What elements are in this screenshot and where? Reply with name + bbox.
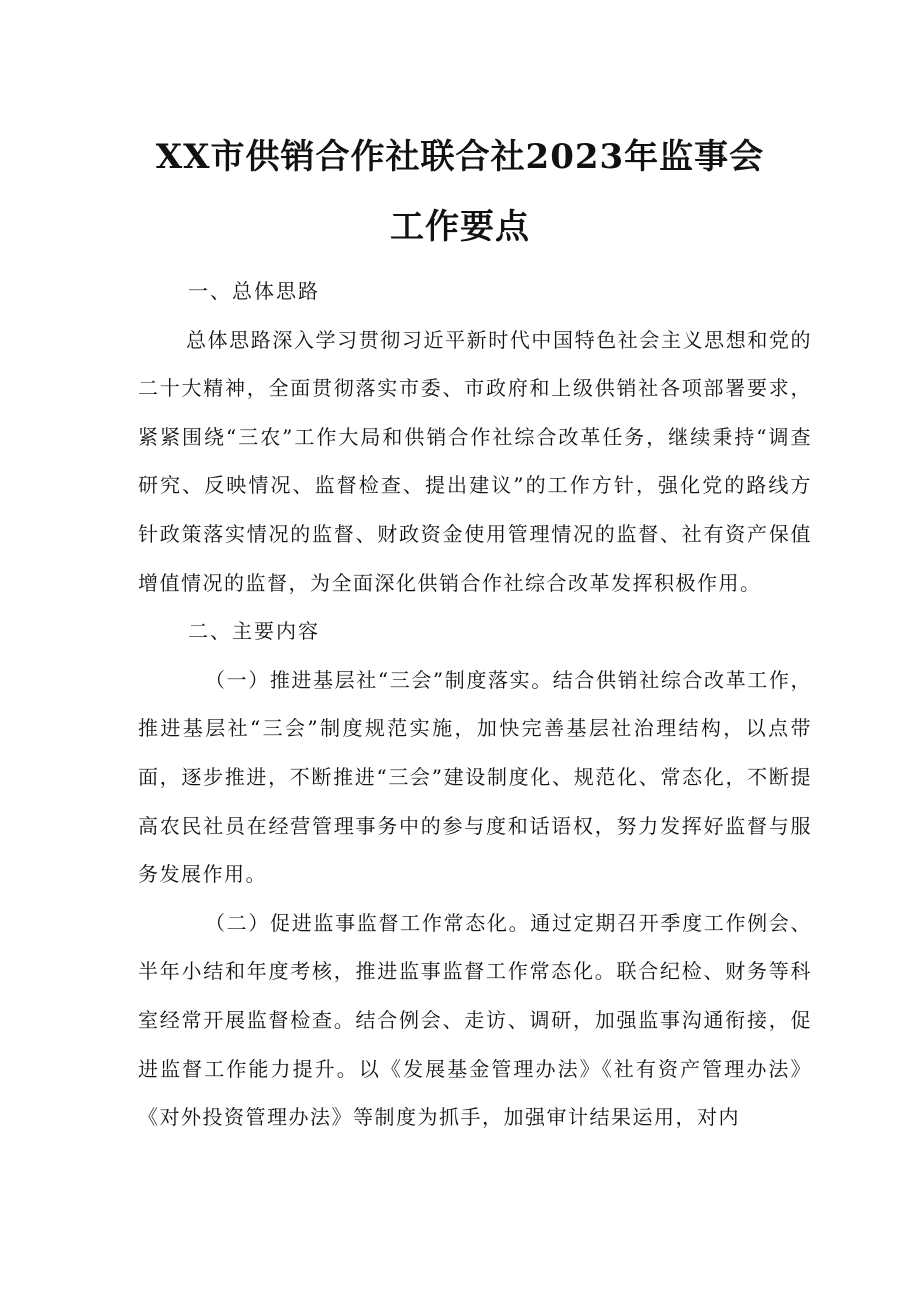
paragraph-item-1: （一）推进基层社“三会”制度落实。结合供销社综合改革工作，推进基层社“三会”制度规范实施，加快完善基层社治理结构，以点带面，逐步推进，不断推进“三会”建设制度化、规范化、常态化，不断提高农民社员在经营管理事务中的参与度和话语权，努力发挥好监督与服务发展作用。 bbox=[138, 667, 812, 887]
section-heading-main-content: 二、主要内容 bbox=[188, 619, 320, 644]
document-title-line-1: XX市供销合作社联合社2023年监事会 bbox=[155, 137, 765, 177]
paragraph-item-2: （二）促进监事监督工作常态化。通过定期召开季度工作例会、半年小结和年度考核，推进监事监督工作常态化。联合纪检、财务等科室经常开展监督检查。结合例会、走访、调研，加强监事沟通衔接，促进监督工作能力提升。以《发展基金管理办法》《社有资产管理办法》《对外投资管理办法》等制度为抓手，加强审计结果运用，对内 bbox=[138, 910, 812, 1130]
paragraph-overall-approach: 总体思路深入学习贯彻习近平新时代中国特色社会主义思想和党的二十大精神，全面贯彻落实市委、市政府和上级供销社各项部署要求，紧紧围绕“三农”工作大局和供销合作社综合改革任务，继续秉持“调查研究、反映情况、监督检查、提出建议”的工作方针，强化党的路线方针政策落实情况的监督、财政资金使用管理情况的监督、社有资产保值增值情况的监督，为全面深化供销合作社综合改革发挥积极作用。 bbox=[138, 327, 812, 595]
section-heading-overall-approach: 一、总体思路 bbox=[188, 279, 320, 303]
document-title-line-2: 工作要点 bbox=[390, 207, 530, 247]
document-body bbox=[138, 267, 812, 1142]
